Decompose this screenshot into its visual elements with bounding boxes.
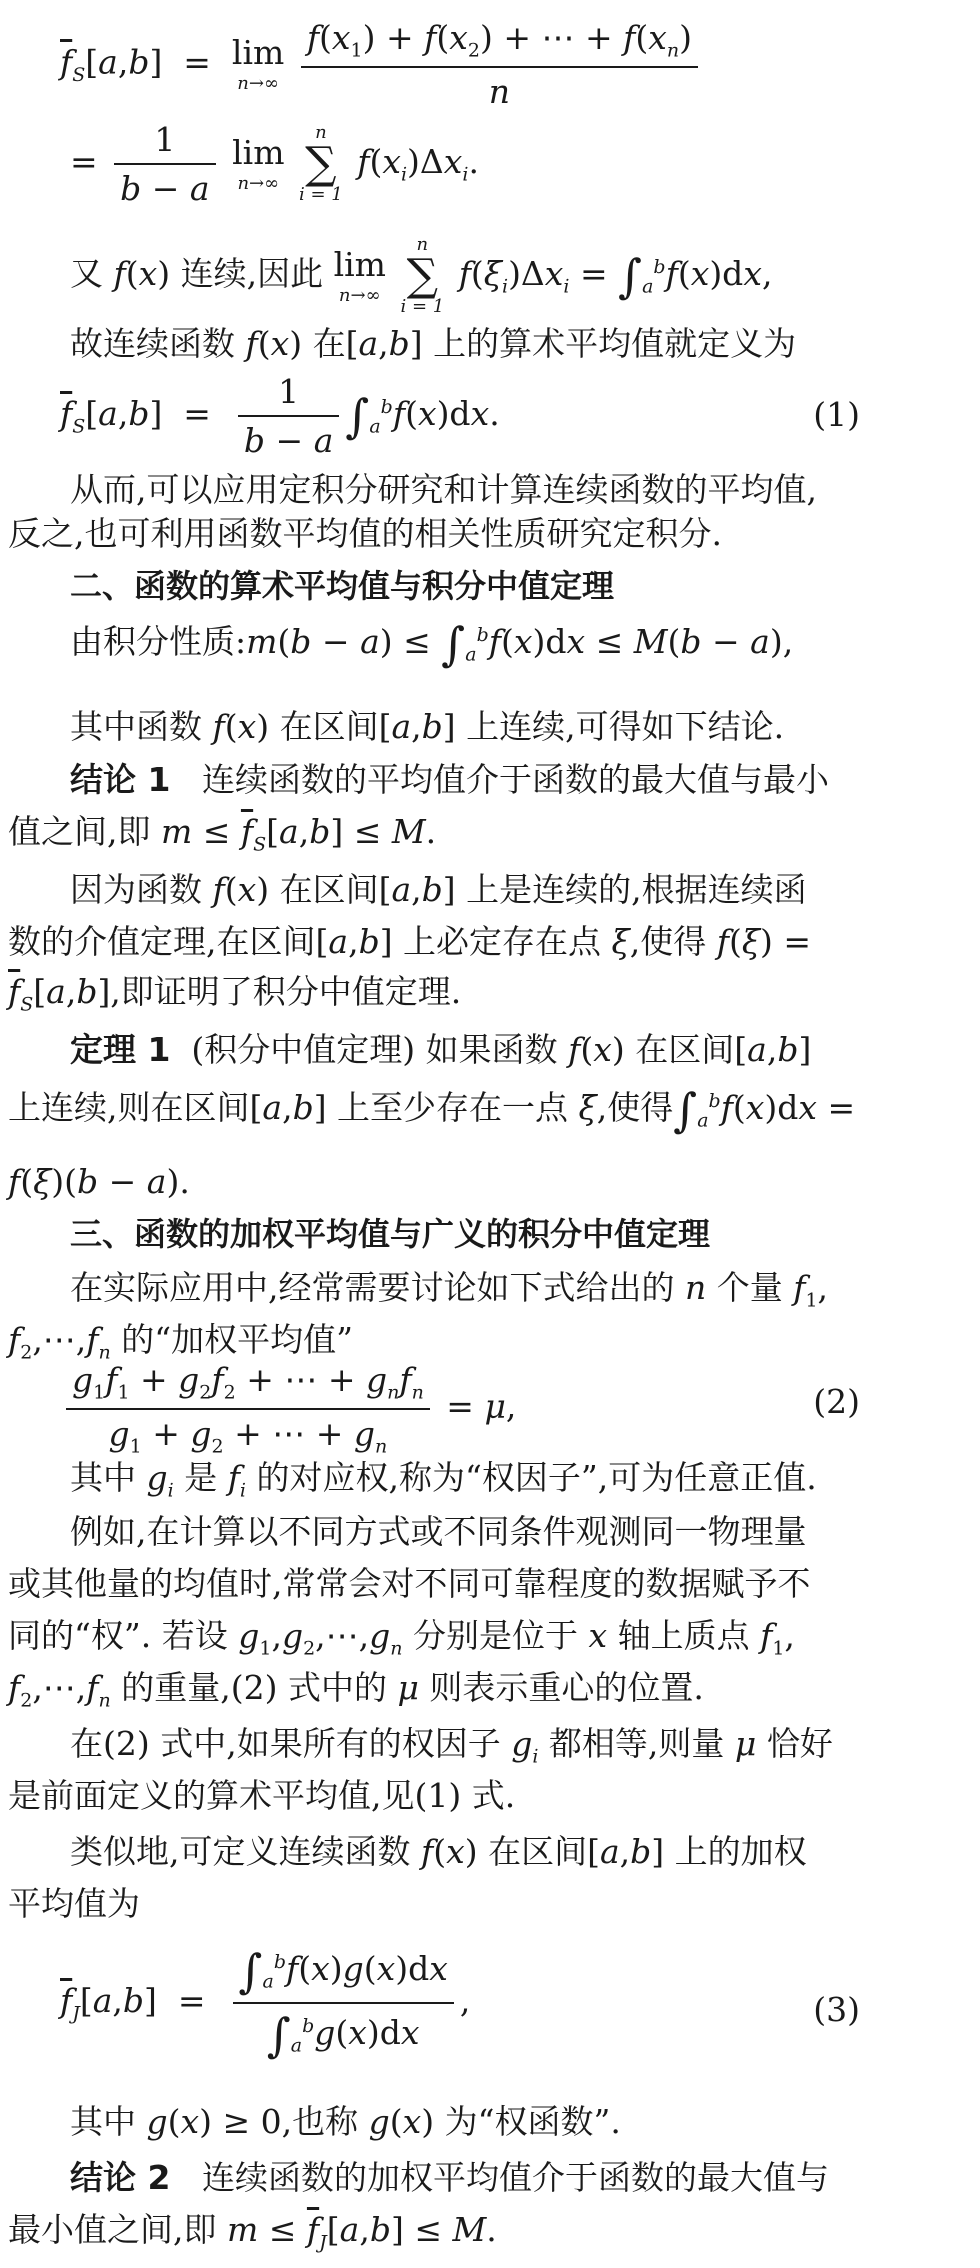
formula-eq2: $\frac{g_1f_1 + g_2f_2 + \cdots + g_nf_n}{g_1 + g_2 + \cdots + g_n}$ = μ, [60, 1360, 516, 1457]
conclusion-1-label: 结论 1 [70, 760, 171, 799]
equation-number-2: (2) [813, 1382, 860, 1421]
conclusion-1-line-2: 值之间,即 $m \le \overline{f}_S[a,b] \le M$. [8, 812, 437, 856]
paragraph-1-line-2: 反之,也可利用函数平均值的相关性质研究定积分. [8, 514, 722, 553]
line-continuous: 又 f(x) 连续,因此 lim n→∞ n ∑ i = 1 $f(\xi_i)\Delta x_i = \int_a^bf(x)dx$, [70, 234, 773, 317]
line-weight-factor: 其中 $g_i$ 是 $f_i$ 的对应权,称为“权因子”,可为任意正值. [70, 1458, 817, 1502]
paragraph-4-line-2: 或其他量的均值时,常常会对不同可靠程度的数据赋予不 [8, 1564, 811, 1603]
theorem-1-line-3: f(ξ)(b − a). [8, 1162, 190, 1201]
paragraph-1-line-1: 从而,可以应用定积分研究和计算连续函数的平均值, [70, 470, 817, 509]
conclusion-1-line-1: 结论 1 连续函数的平均值介于函数的最大值与最小 [70, 760, 829, 799]
formula-average-limit: $\overline{f}_S[a,b] = \lim$ n→∞ $\frac{f(x_1) + f(x_2) + \cdots + f(x_n)}{n}$ [60, 18, 704, 111]
formula-eq1: $\overline{f}_S[a,b]$ = $\frac{1}{b - a}$ $\int_a^bf(x)dx$. [60, 372, 500, 460]
paragraph-5-line-1: 在(2) 式中,如果所有的权因子 $g_i$ 都相等,则量 μ 恰好 [70, 1724, 833, 1768]
conclusion-2-line-2: 最小值之间,即 $m \le \overline{f}_J[a,b] \le M$. [8, 2210, 497, 2254]
equation-number-3: (3) [813, 1990, 860, 2029]
paragraph-6-line-1: 类似地,可定义连续函数 f(x) 在区间[a,b] 上的加权 [70, 1832, 807, 1871]
theorem-1-line-2: 上连续,则在区间[a,b] 上至少存在一点 ξ,使得$\int_a^bf(x)dx$ = [8, 1083, 856, 1137]
formula-eq3: $\overline{f}_J[a,b]$ = $\frac{\int_a^bf(x)g(x)dx}{\int_a^bg(x)dx}$ , [60, 1944, 471, 2062]
paragraph-2-line-3: $\overline{f}_S[a,b]$,即证明了积分中值定理. [8, 972, 462, 1016]
conclusion-2-line-1: 结论 2 连续函数的加权平均值介于函数的最大值与 [70, 2158, 829, 2197]
formula-riemann-sum: = $\frac{1}{b - a}$ lim n→∞ n ∑ i = 1 $f(x_i)\Delta x_i$. [70, 120, 479, 208]
line-weight-function: 其中 g(x) ≥ 0,也称 g(x) 为“权函数”. [70, 2102, 621, 2141]
paragraph-4-line-3: 同的“权”. 若设 $g_1,g_2,\cdots,g_n$ 分别是位于 x 轴上质点 $f_1$, [8, 1616, 795, 1660]
paragraph-2-line-2: 数的介值定理,在区间[a,b] 上必定存在点 ξ,使得 f(ξ) = [8, 922, 812, 961]
paragraph-4-line-1: 例如,在计算以不同方式或不同条件观测同一物理量 [70, 1512, 807, 1551]
paragraph-3-line-2: $f_2,\cdots,f_n$ 的“加权平均值” [8, 1320, 353, 1364]
line-conclusion-intro: 其中函数 f(x) 在区间[a,b] 上连续,可得如下结论. [70, 707, 785, 746]
section-heading-2: 二、函数的算术平均值与积分中值定理 [70, 567, 615, 605]
paragraph-4-line-4: $f_2,\cdots,f_n$ 的重量,(2) 式中的 μ 则表示重心的位置. [8, 1668, 704, 1712]
paragraph-2-line-1: 因为函数 f(x) 在区间[a,b] 上是连续的,根据连续函 [70, 870, 807, 909]
section-heading-3: 三、函数的加权平均值与广义的积分中值定理 [70, 1215, 711, 1253]
theorem-1-line-1: 定理 1 (积分中值定理) 如果函数 f(x) 在区间[a,b] [70, 1030, 812, 1069]
theorem-1-label: 定理 1 [70, 1030, 171, 1069]
line-def-intro: 故连续函数 f(x) 在[a,b] 上的算术平均值就定义为 [70, 324, 797, 363]
paragraph-6-line-2: 平均值为 [8, 1884, 140, 1923]
equation-number-1: (1) [813, 395, 860, 434]
paragraph-5-line-2: 是前面定义的算术平均值,见(1) 式. [8, 1776, 516, 1815]
paragraph-3-line-1: 在实际应用中,经常需要讨论如下式给出的 n 个量 $f_1$, [70, 1268, 829, 1312]
line-integral-property: 由积分性质:m(b − $a) \le \int_a^bf(x)dx \le M(b - a)$, [70, 617, 794, 671]
conclusion-2-label: 结论 2 [70, 2158, 171, 2197]
